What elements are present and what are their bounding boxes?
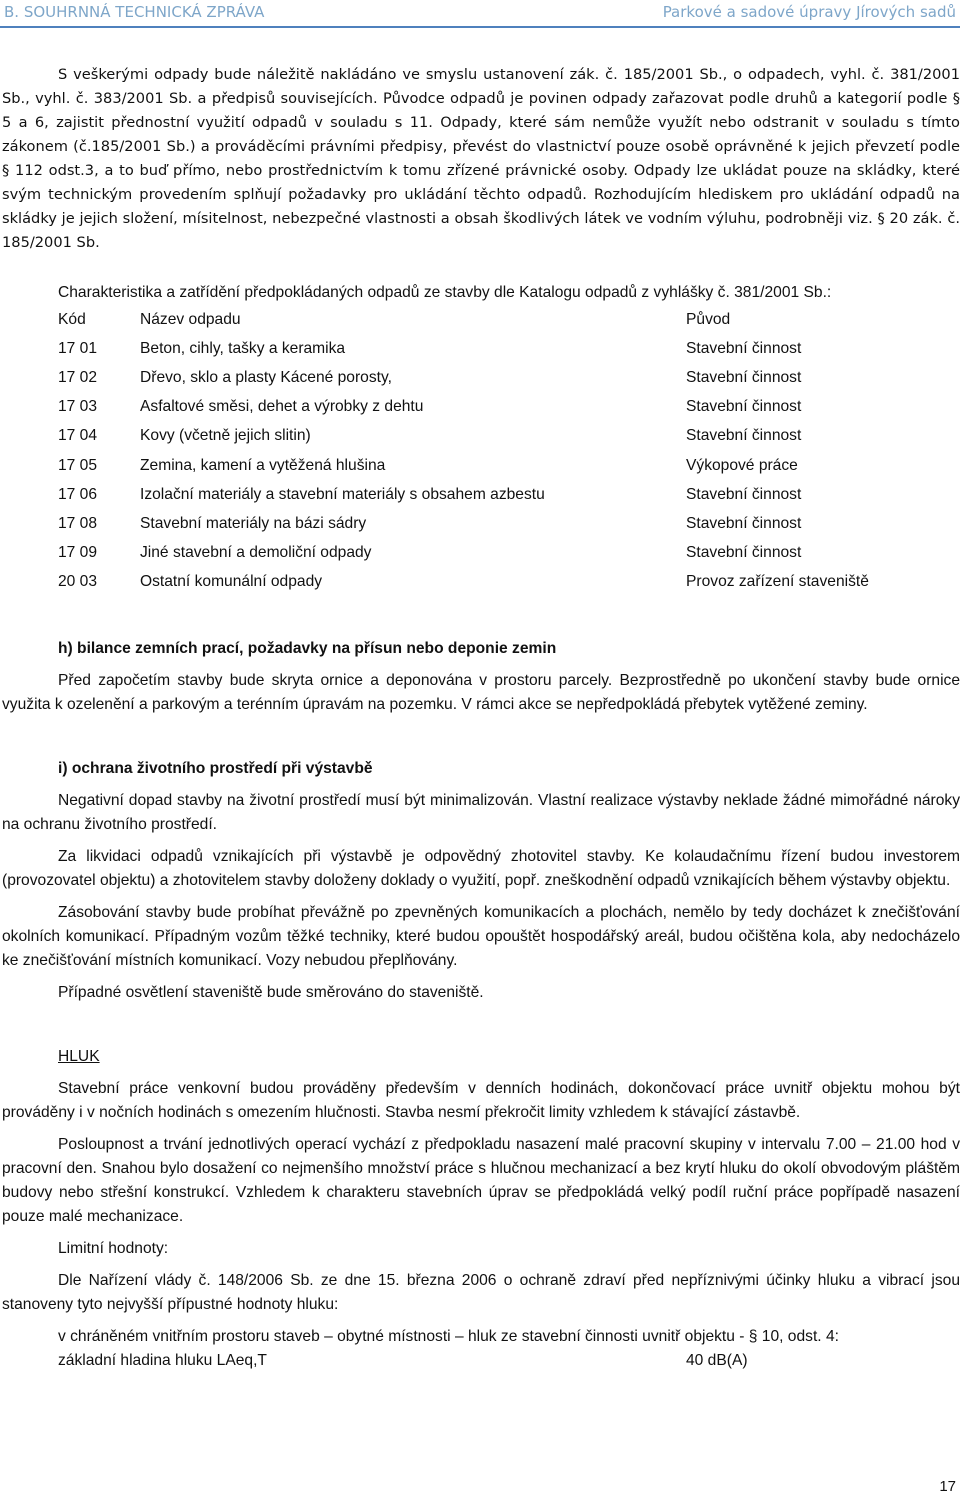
limit-label: základní hladina hluku LAeq,T — [58, 1351, 267, 1369]
cell-origin: Provoz zařízení staveniště — [686, 573, 869, 591]
cell-name: Zemina, kamení a vytěžená hlušina — [140, 456, 386, 474]
cell-code: 17 03 — [58, 398, 98, 416]
hluk-paragraph-2: Posloupnost a trvání jednotlivých operací vychází z předpokladu nasazení malé pracovní skupiny v intervalu 7.00 – 21.00 hod v pracovní den. Snahou bylo dosažení co nejmenšího množství práce s hlučnou mechanizací a bez krytí hluku do okolí obvodovým pláštěm budovy nebo střešní konstrukcí. Vzhledem k charakteru stavebních úprav se předpokládá velký podíl ruční práce popřípadě nasazení pouze malé mechanizace. — [2, 1135, 960, 1225]
cell-origin: Stavební činnost — [686, 339, 802, 357]
limit-row — [2, 1349, 960, 1373]
header-name: Název odpadu — [140, 310, 241, 328]
page-header — [0, 0, 960, 24]
waste-table-title: Charakteristika a zatřídění předpokládaných odpadů ze stavby dle Katalogu odpadů z vyhlášky č. 381/2001 Sb.: — [58, 284, 832, 301]
section-h-paragraph: Před započetím stavby bude skryta ornice a deponována v prostoru parcely. Bezprostředně po ukončení stavby bude ornice využita k ozelenění a parkovým a terénním úpravám na pozemku. V rámci akce se nepředpokládá přebytek vytěžené zeminy. — [2, 671, 960, 713]
cell-code: 17 06 — [58, 485, 98, 503]
waste-table — [2, 305, 960, 597]
cell-name: Izolační materiály a stavební materiály s obsahem azbestu — [140, 485, 545, 503]
header-left-title: B. SOUHRNNÁ TECHNICKÁ ZPRÁVA — [4, 3, 265, 21]
cell-origin: Stavební činnost — [686, 544, 802, 562]
section-i-paragraph-2: Za likvidaci odpadů vznikajících při výstavbě je odpovědný zhotovitel stavby. Ke kolaudačnímu řízení budou investorem (provozovatel objektu) a zhotovitelem stavby doloženy doklady o využití, popř. zneškodnění odpadů vznikajících během výstavby objektu. — [2, 847, 960, 889]
cell-code: 17 05 — [58, 456, 98, 474]
cell-name: Dřevo, sklo a plasty Kácené porosty, — [140, 368, 392, 386]
header-origin: Původ — [686, 310, 731, 328]
table-header-row — [2, 305, 960, 334]
section-h-heading: h) bilance zemních prací, požadavky na přísun nebo deponie zemin — [58, 639, 557, 657]
cell-origin: Stavební činnost — [686, 514, 802, 532]
cell-name: Kovy (včetně jejich slitin) — [140, 427, 311, 445]
hluk-heading: HLUK — [58, 1047, 100, 1065]
section-i-paragraph-4: Případné osvětlení staveniště bude směrováno do staveniště. — [58, 983, 484, 1001]
header-code: Kód — [58, 310, 86, 328]
table-row — [2, 334, 960, 363]
cell-code: 17 09 — [58, 544, 98, 562]
cell-origin: Výkopové práce — [686, 456, 798, 474]
cell-code: 17 02 — [58, 368, 98, 386]
cell-code: 20 03 — [58, 573, 98, 591]
intro-section — [2, 63, 960, 255]
header-right-title: Parkové a sadové úpravy Jírových sadů — [662, 3, 956, 21]
limits-label: Limitní hodnoty: — [58, 1239, 169, 1257]
table-row — [2, 539, 960, 568]
section-i-heading: i) ochrana životního prostředí při výstavbě — [58, 759, 373, 777]
cell-name: Jiné stavební a demoliční odpady — [140, 544, 372, 562]
limit-value: 40 dB(A) — [686, 1351, 748, 1369]
document-body — [0, 63, 960, 1373]
intro-paragraph: S veškerými odpady bude náležitě nakládáno ve smyslu ustanovení zák. č. 185/2001 Sb., o odpadech, vyhl. č. 381/2001 Sb., vyhl. č. 383/2001 Sb. a předpisů souvisejících. Původce odpadů je povinen odpady zařazovat podle druhů a kategorií podle § 5 a 6, zajistit přednostní využití odpadů v souladu s 11. Odpady, které sám nemůže využít nebo odstranit v souladu s tímto zákonem (č.185/2001 Sb.) a prováděcími právními předpisy, převést do vlastnictví pouze osobě oprávněné k jejich převzetí podle § 112 odst.3, a to buď přímo, nebo prostřednictvím k tomu zřízené právnické osoby. Odpady lze ukládat pouze na skládky, které svým technickým provedením splňují požadavky pro ukládání těchto odpadů. Rozhodujícím hlediskem pro ukládání odpadů na skládky je jejich složení, mísitelnost, nebezpečné vlastnosti a obsah škodlivých látek ve vodním výluhu, podrobněji viz. § 20 zák. č. 185/2001 Sb. — [2, 66, 960, 251]
table-row — [2, 393, 960, 422]
section-i-paragraph-1: Negativní dopad stavby na životní prostředí musí být minimalizován. Vlastní realizace výstavby neklade žádné mimořádné nároky na ochranu životního prostředí. — [2, 791, 960, 833]
cell-name: Beton, cihly, tašky a keramika — [140, 339, 346, 357]
cell-origin: Stavební činnost — [686, 368, 802, 386]
page-number: 17 — [939, 1478, 956, 1495]
hluk-paragraph-3: Dle Nařízení vlády č. 148/2006 Sb. ze dne 15. března 2006 o ochraně zdraví před nepříznivými účinky hluku a vibrací jsou stanoveny tyto nejvyšší přípustné hodnoty hluku: — [2, 1271, 960, 1313]
table-row — [2, 568, 960, 597]
table-row — [2, 509, 960, 538]
table-row — [2, 422, 960, 451]
cell-code: 17 08 — [58, 514, 98, 532]
cell-name: Stavební materiály na bázi sádry — [140, 514, 367, 532]
table-row — [2, 363, 960, 392]
cell-code: 17 01 — [58, 339, 98, 357]
section-i-paragraph-3: Zásobování stavby bude probíhat převážně po zpevněných komunikacích a plochách, nemělo by tedy docházet k znečišťování okolních komunikací. Případným vozům těžké techniky, které budou opouštět hospodářský areál, budou očištěna kola, aby nedocházelo ke znečišťování místních komunikací. Vozy nebudou přeplňovány. — [2, 903, 960, 969]
hluk-paragraph-1: Stavební práce venkovní budou prováděny především v denních hodinách, dokončovací práce uvnitř objektu mohou být prováděny i v nočních hodinách s omezením hlučnosti. Stavba nesmí překročit limity vzhledem k stávající zástavbě. — [2, 1079, 960, 1121]
cell-code: 17 04 — [58, 427, 98, 445]
cell-name: Asfaltové směsi, dehet a výrobky z dehtu — [140, 398, 424, 416]
table-row — [2, 451, 960, 480]
cell-name: Ostatní komunální odpady — [140, 573, 323, 591]
cell-origin: Stavební činnost — [686, 485, 802, 503]
cell-origin: Stavební činnost — [686, 427, 802, 445]
hluk-paragraph-4: v chráněném vnitřním prostoru staveb – obytné místnosti – hluk ze stavební činnosti uvnitř objektu - § 10, odst. 4: — [58, 1327, 839, 1345]
header-rule — [0, 26, 960, 28]
cell-origin: Stavební činnost — [686, 398, 802, 416]
table-row — [2, 480, 960, 509]
